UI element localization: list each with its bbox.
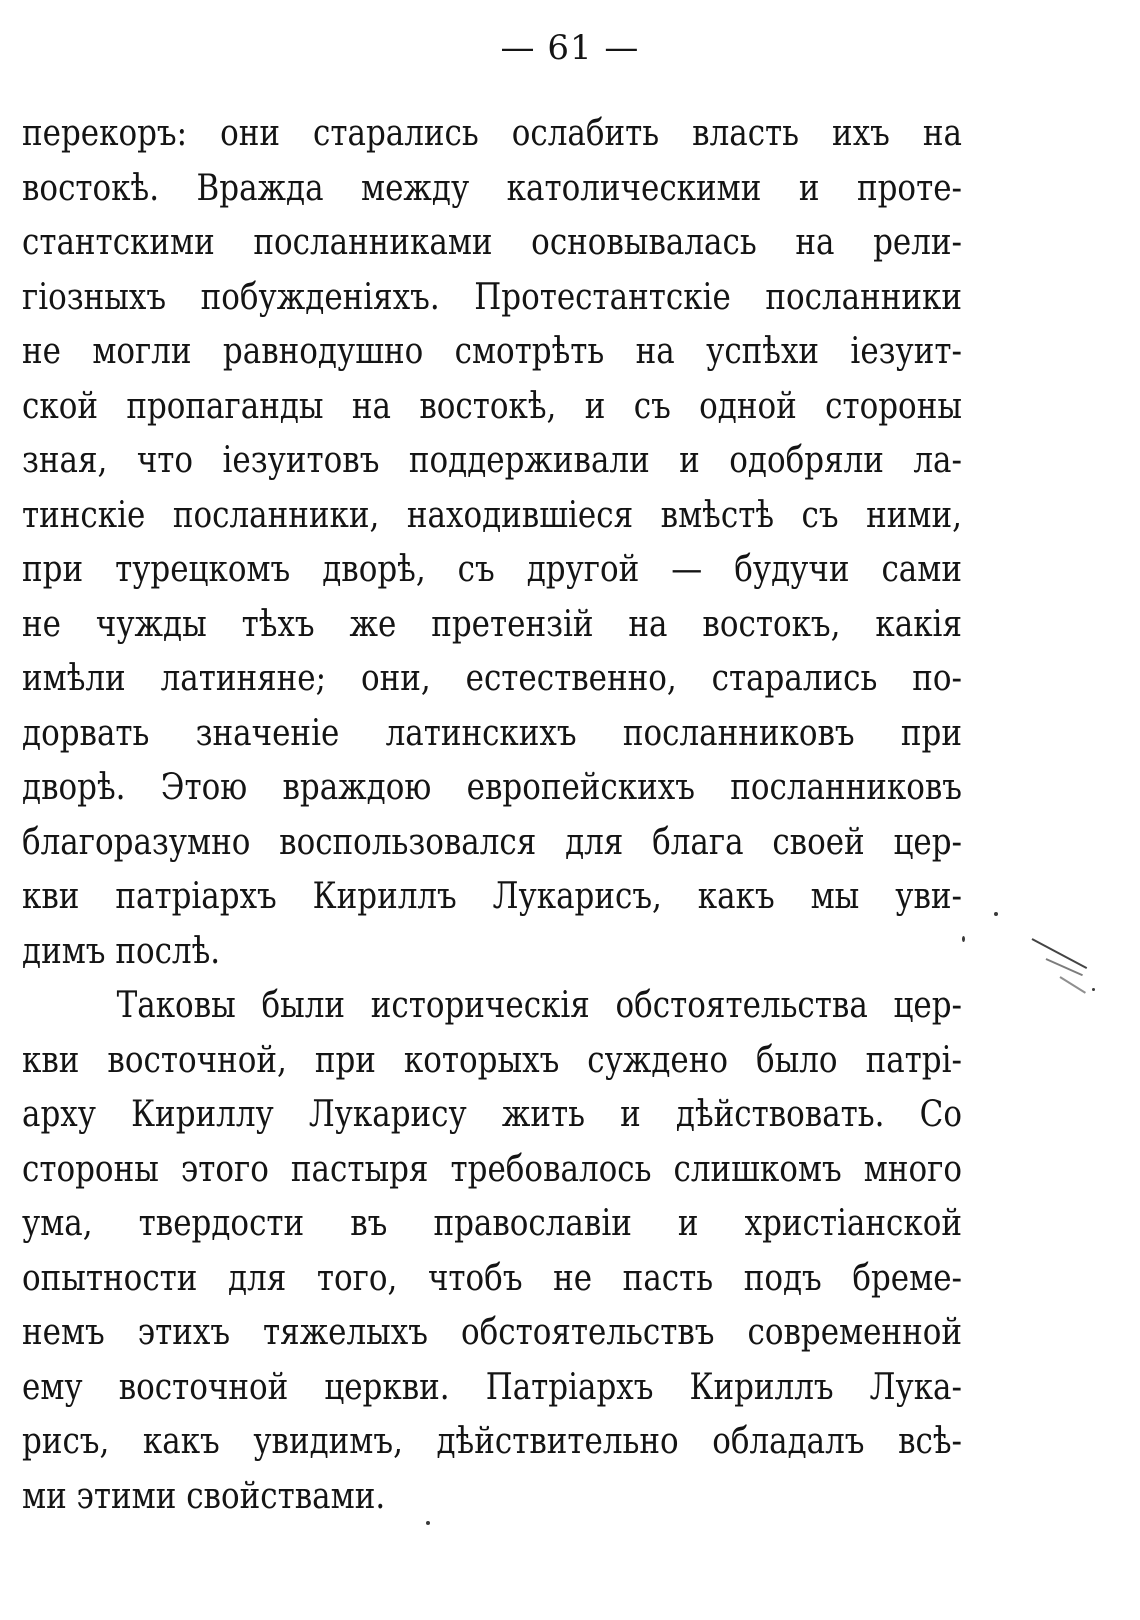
text-line: немъ этихъ тяжелыхъ обстоятельствъ современной [22,1312,962,1353]
text-line: дорвать значеніе латинскихъ посланниковъ при [22,712,962,754]
text-line: арху Кириллу Лукарису жить и дѣйствовать. Со [22,1094,962,1135]
text-line: востокѣ. Вражда между католическими и проте- [22,167,962,209]
text-line: дворѣ. Этою враждою европейскихъ посланниковъ [22,767,962,808]
text-line: кви патріархъ Кириллъ Лукарисъ, какъ мы уви- [22,876,962,917]
scan-speck [962,936,965,942]
text-line: не чужды тѣхъ же претензій на востокъ, какія [22,603,962,645]
paragraph-1 [22,107,962,979]
text-line: ему восточной церкви. Патріархъ Кириллъ Лука- [22,1366,962,1408]
scan-speck [1092,988,1095,991]
scan-speck [994,912,998,916]
text-line: имѣли латиняне; они, естественно, старались по- [22,658,962,699]
text-line: гіозныхъ побужденіяхъ. Протестантскіе посланники [22,276,962,318]
text-line: не могли равнодушно смотрѣть на успѣхи іезуит- [22,331,962,372]
scan-speck [426,1521,430,1525]
scan-stroke [1059,976,1086,994]
paragraph-2 [22,979,962,1524]
text-line: кви восточной, при которыхъ суждено было патрі- [22,1039,962,1081]
text-line: ума, твердости въ православіи и христіанской [22,1203,962,1244]
page-number: — 61 — [500,28,640,68]
text-line: перекоръ: они старались ослабить власть ихъ на [22,113,962,154]
text-line: зная, что іезуитовъ поддерживали и одобряли ла- [22,440,962,481]
text-line: при турецкомъ дворѣ, съ другой — будучи сами [22,549,962,590]
text-line: рисъ, какъ увидимъ, дѣйствительно обладалъ всѣ- [22,1421,962,1462]
text-line: ской пропаганды на востокѣ, и съ одной стороны [22,385,962,427]
text-line: опытности для того, чтобъ не пасть подъ бреме- [22,1257,962,1299]
text-line: благоразумно воспользовался для блага своей цер- [22,821,962,863]
scan-stroke [1046,958,1083,976]
text-line: стороны этого пастыря требовалось слишкомъ много [22,1148,962,1190]
text-line: стантскими посланниками основывалась на рели- [22,222,962,263]
text-line: Таковы были историческія обстоятельства цер- [116,985,962,1026]
text-line: димъ послѣ. [22,930,221,972]
text-line: тинскіе посланники, находившіеся вмѣстѣ съ ними, [22,494,962,536]
text-line: ми этими свойствами. [22,1475,386,1517]
text-block [22,107,962,1524]
